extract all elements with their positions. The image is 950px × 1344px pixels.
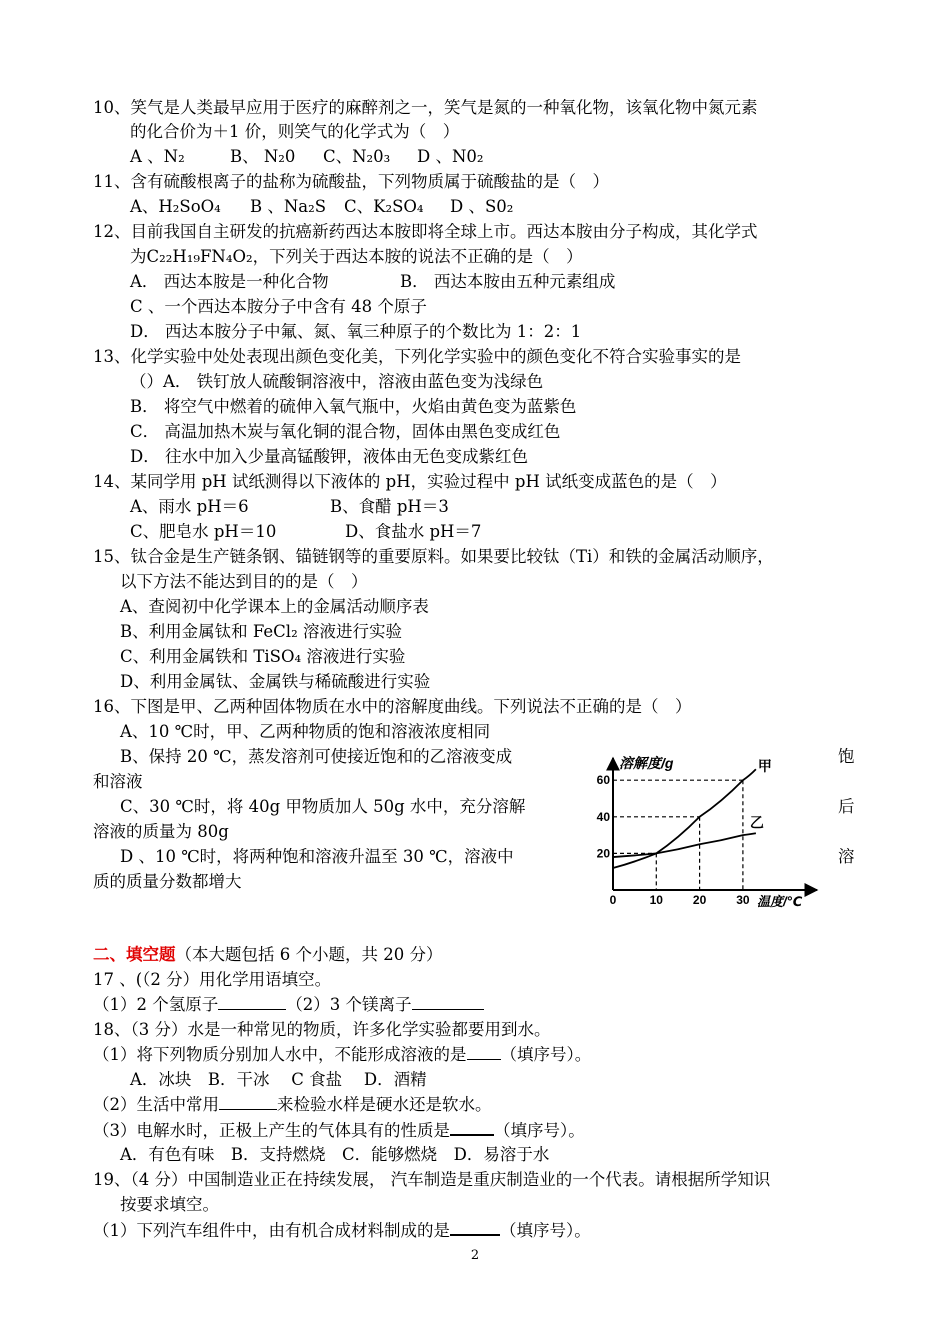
- q18-part1-end: （填序号）。: [500, 1045, 592, 1064]
- q18-part1-text: （1）将下列物质分别加人水中，不能形成溶液的是: [93, 1045, 467, 1064]
- q18-part3-options: A．有色有味 B．支持燃烧 C．能够燃烧 D．易溶于水: [120, 1145, 550, 1164]
- q10-option-d: D 、N0₂: [417, 147, 484, 166]
- q16-stem: 16、下图是甲、乙两种固体物质在水中的溶解度曲线。下列说法不正确的是（ ）: [93, 697, 692, 716]
- q17-stem: 17 、(（2 分）用化学用语填空。: [93, 970, 332, 989]
- q15-stem-line1: 15、钛合金是生产链条钢、锚链钢等的重要原料。如果要比较钛（Ti）和铁的金属活动顺序，: [93, 547, 774, 566]
- q17-part1-blank[interactable]: [218, 994, 286, 1010]
- x-tick-label-1: 10: [649, 893, 663, 907]
- q18-part2-text-a: （2）生活中常用: [93, 1095, 219, 1114]
- q16-option-d-line1: D 、10 ℃时，将两种饱和溶液升温至 30 ℃，溶液中: [120, 847, 514, 866]
- q12-stem-line2: 为C₂₂H₁₉FN₄O₂，下列关于西达本胺的说法不正确的是（ ）: [130, 247, 583, 266]
- q17-parts: [93, 994, 484, 1016]
- q16-option-c-line2: 溶液的质量为 80g: [93, 822, 229, 841]
- q15-stem-line2: 以下方法不能达到目的的是（ ）: [120, 572, 368, 591]
- section-2-note: （本大题包括 6 个小题，共 20 分）: [175, 945, 443, 964]
- q12-option-b: B． 西达本胺由五种元素组成: [400, 272, 616, 291]
- q13-option-d: D． 往水中加入少量高锰酸钾，液体由无色变成紫红色: [130, 447, 528, 466]
- section-2-heading: [93, 944, 442, 966]
- q11-option-d: D 、S0₂: [450, 197, 514, 216]
- q11-option-a: A、H₂SoO₄: [130, 197, 221, 216]
- q19-part1-text-a: （1）下列汽车组件中，由有机合成材料制成的是: [93, 1221, 450, 1240]
- q18-part3-text-b: （填序号）。: [494, 1121, 585, 1140]
- q13-option-c: C． 高温加热木炭与氧化铜的混合物，固体由黑色变成红色: [130, 422, 561, 441]
- q10-option-c: C、N₂0₃: [323, 147, 391, 166]
- q16-option-b-line1: B、保持 20 ℃，蒸发溶剂可使接近饱和的乙溶液变成: [120, 747, 513, 766]
- q13-stem: 13、化学实验中处处表现出颜色变化美，下列化学实验中的颜色变化不符合实验事实的是: [93, 347, 741, 366]
- q17-part2-blank[interactable]: [412, 994, 484, 1010]
- x-tick-label-2: 20: [692, 893, 707, 907]
- q18-part1: [93, 1044, 591, 1066]
- q14-option-a: A、雨水 pH＝6: [130, 497, 249, 516]
- q10-stem-line2: 的化合价为＋1 价，则笑气的化学式为（ ）: [130, 122, 460, 141]
- y-axis-label: 溶解度/g: [619, 755, 674, 771]
- x-tick-label-0: 0: [609, 893, 617, 907]
- q15-option-d: D、利用金属钛、金属铁与稀硫酸进行实验: [120, 672, 431, 691]
- y-tick-label-2: 60: [596, 773, 610, 788]
- q16-option-d-wrap: 溶: [838, 847, 855, 866]
- q12-stem-line1: 12、目前我国自主研发的抗癌新药西达本胺即将全球上市。西达本胺由分子构成，其化学式: [93, 222, 758, 241]
- q12-option-d: D． 西达本胺分子中氟、氮、氧三种原子的个数比为 1：2：1: [130, 322, 582, 341]
- q19-part1: [93, 1219, 591, 1242]
- q12-option-c: C 、一个西达本胺分子中含有 48 个原子: [130, 297, 427, 316]
- q19-part1-blank[interactable]: [450, 1219, 500, 1236]
- q16-option-b-line2: 和溶液: [93, 772, 143, 791]
- x-tick-label-3: 30: [736, 893, 750, 907]
- y-tick-label-0: 20: [596, 846, 610, 861]
- q16-option-a: A、10 ℃时，甲、乙两种物质的饱和溶液浓度相同: [120, 722, 491, 741]
- series-label-yi: 乙: [749, 814, 764, 831]
- q11-stem: 11、含有硫酸根离子的盐称为硫酸盐，下列物质属于硫酸盐的是（ ）: [93, 172, 609, 191]
- q11-option-c: C、K₂SO₄: [344, 197, 424, 216]
- q18-part3-blank[interactable]: [450, 1119, 494, 1136]
- q13-option-a: （）A． 铁钉放人硫酸铜溶液中，溶液由蓝色变为浅绿色: [130, 372, 544, 391]
- q10-option-b: B、 N₂0: [230, 147, 296, 166]
- q18-part3: [93, 1119, 585, 1142]
- solubility-chart: [585, 750, 825, 910]
- q16-option-b-wrap: 饱: [838, 747, 855, 766]
- q15-option-a: A、查阅初中化学课本上的金属活动顺序表: [120, 597, 429, 616]
- q14-option-c: C、肥皂水 pH＝10: [130, 522, 277, 541]
- q13-option-b: B． 将空气中燃着的硫伸入氧气瓶中，火焰由黄色变为蓝紫色: [130, 397, 577, 416]
- q18-part2-blank[interactable]: [219, 1094, 277, 1110]
- q18-stem: 18、（3 分）水是一种常见的物质，许多化学实验都要用到水。: [93, 1020, 551, 1039]
- q19-stem-line2: 按要求填空。: [120, 1195, 219, 1214]
- q11-option-b: B 、Na₂S: [250, 197, 327, 216]
- q14-option-d: D、食盐水 pH＝7: [345, 522, 482, 541]
- q18-part1-blank[interactable]: [467, 1044, 501, 1060]
- q15-option-c: C、利用金属铁和 TiSO₄ 溶液进行实验: [120, 647, 406, 666]
- q10-option-a: A 、N₂: [130, 147, 185, 166]
- q17-part1: （1）2 个氢原子: [93, 995, 219, 1014]
- series-label-jia: 甲: [757, 758, 772, 775]
- q18-part3-text-a: （3）电解水时，正极上产生的气体具有的性质是: [93, 1121, 450, 1140]
- y-tick-label-1: 40: [596, 809, 610, 824]
- q18-part2-text-b: 来检验水样是硬水还是软水。: [277, 1095, 492, 1114]
- q14-option-b: B、食醋 pH＝3: [330, 497, 449, 516]
- q16-option-c-wrap: 后: [838, 797, 855, 816]
- q15-option-b: B、利用金属钛和 FeCl₂ 溶液进行实验: [120, 622, 402, 641]
- q17-part2: （2）3 个镁离子: [286, 995, 412, 1014]
- q18-part2: [93, 1094, 492, 1116]
- section-2-title: 二、填空题: [93, 945, 176, 964]
- x-axis-label: 温度/℃: [757, 894, 803, 909]
- q18-part1-options: A．冰块 B．干冰 C 食盐 D．酒精: [130, 1070, 427, 1089]
- q19-part1-text-b: （填序号）。: [500, 1221, 591, 1240]
- q19-stem-line1: 19、（4 分）中国制造业正在持续发展， 汽车制造是重庆制造业的一个代表。请根据所学知识: [93, 1170, 771, 1189]
- q14-stem: 14、某同学用 pH 试纸测得以下液体的 pH，实验过程中 pH 试纸变成蓝色的是（ ）: [93, 472, 727, 491]
- q16-option-c-line1: C、30 ℃时，将 40g 甲物质加人 50g 水中，充分溶解: [120, 797, 526, 816]
- q12-option-a: A． 西达本胺是一种化合物: [130, 272, 329, 291]
- page-number: 2: [470, 1248, 480, 1263]
- q10-stem-line1: 10、笑气是人类最早应用于医疗的麻醉剂之一，笑气是氮的一种氧化物，该氧化物中氮元素: [93, 98, 758, 117]
- q16-option-d-line2: 质的质量分数都增大: [93, 872, 242, 891]
